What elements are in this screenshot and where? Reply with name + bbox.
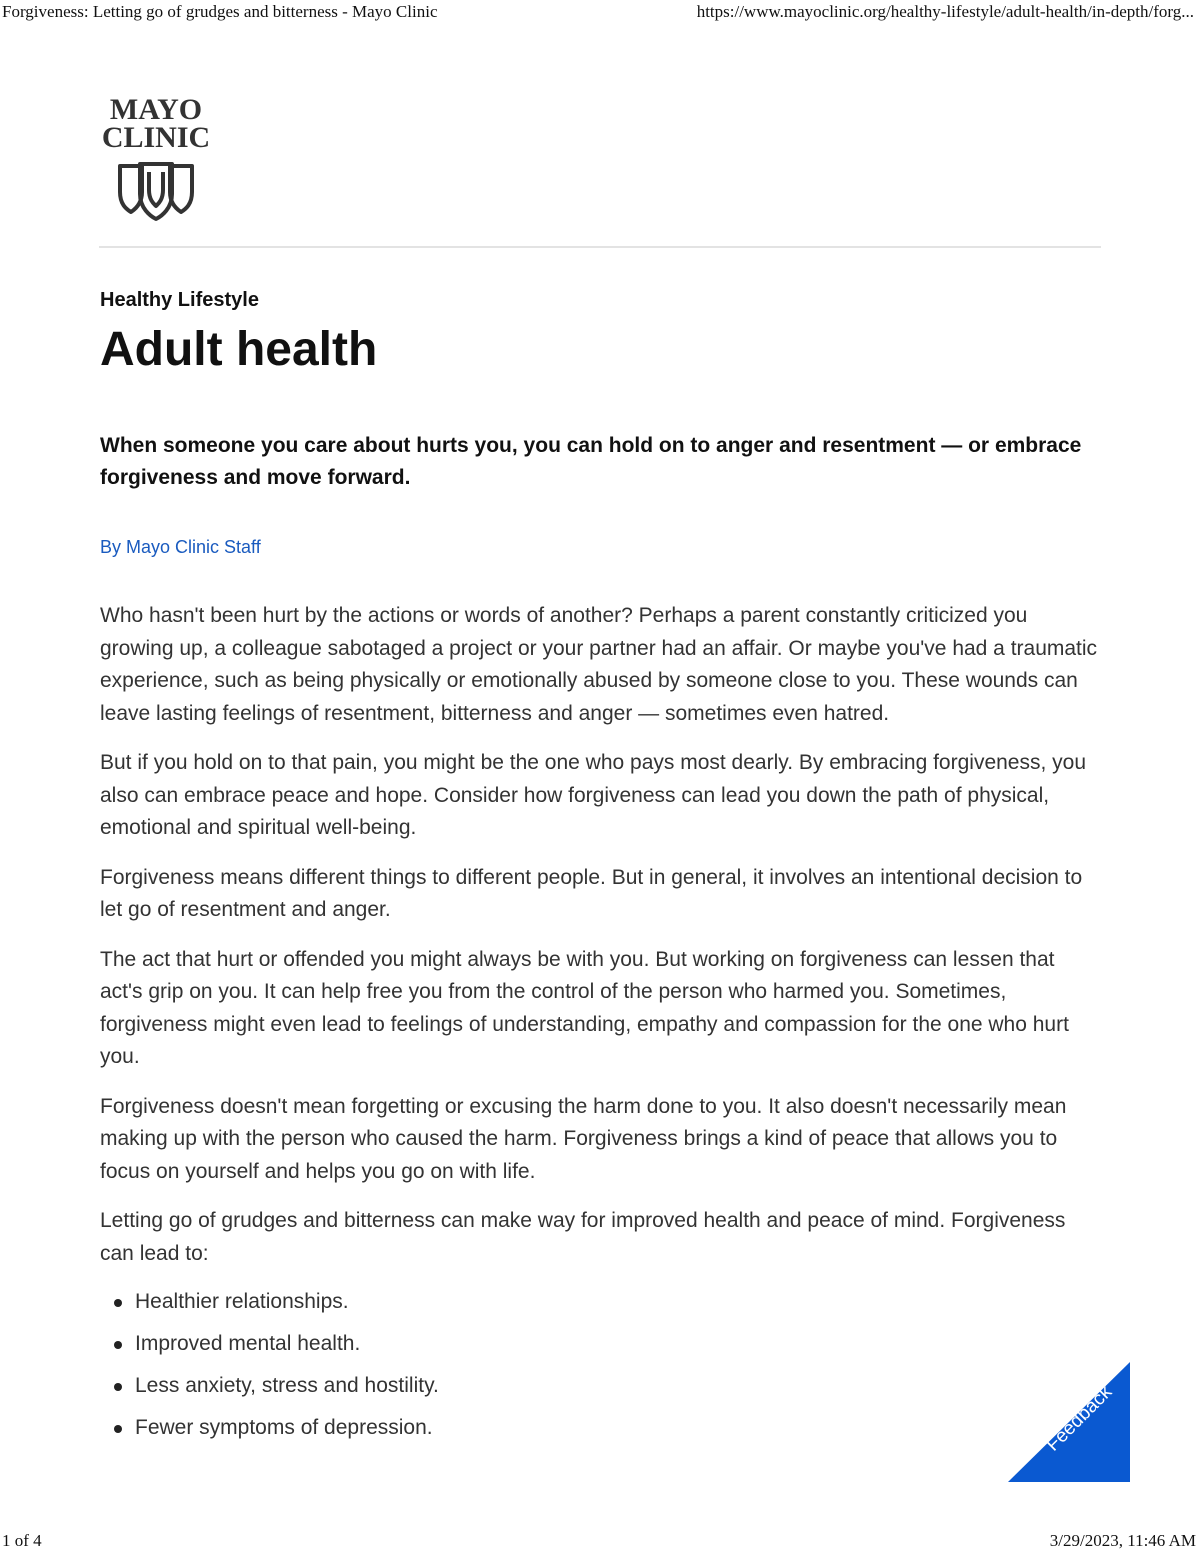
list-item-text: Improved mental health. [135, 1332, 361, 1355]
list-item-text: Fewer symptoms of depression. [135, 1416, 433, 1439]
article-paragraph: Forgiveness means different things to different people. But in general, it involves an intentional decision to let go of resentment and anger. [100, 865, 1083, 921]
list-item-text: Less anxiety, stress and hostility. [135, 1374, 439, 1397]
page-number: 1 of 4 [2, 1531, 42, 1550]
bullet-icon [114, 1341, 122, 1349]
print-page-url: https://www.mayoclinic.org/healthy-lifestyle/adult-health/in-depth/forg... [696, 2, 1194, 21]
article-paragraph: The act that hurt or offended you might always be with you. But working on forgiveness can lessen that act's grip on you. It can help free you from the control of the person who harmed you. Sometimes, forgiveness might even lead to feelings of understanding, empathy and compassion for the one who hurt you. [100, 947, 1069, 1068]
article-paragraph: Letting go of grudges and bitterness can make way for improved health and peace of mind. Forgiveness can lead to: [100, 1209, 1066, 1265]
article-summary: When someone you care about hurts you, you can hold on to anger and resentment — or embrace forgiveness and move forward. [100, 434, 1082, 489]
list-item [100, 1329, 1100, 1359]
list-item [100, 1371, 1100, 1401]
benefits-list [100, 1287, 1100, 1443]
category-label: Healthy Lifestyle [100, 289, 259, 311]
page-title: Adult health [100, 323, 378, 376]
print-header [0, 2, 1200, 24]
print-datetime: 3/29/2023, 11:46 AM [1049, 1531, 1196, 1550]
list-item [100, 1287, 1100, 1317]
bullet-icon [114, 1425, 122, 1433]
print-page-title: Forgiveness: Letting go of grudges and bitterness - Mayo Clinic [2, 2, 438, 21]
logo-line-2: CLINIC [101, 121, 211, 154]
three-shields-icon [116, 160, 196, 222]
article-paragraph: Forgiveness doesn't mean forgetting or excusing the harm done to you. It also doesn't necessarily mean making up with the person who caused the harm. Forgiveness brings a kind of peace that allows you to focus on yourself and helps you go on with life. [100, 1094, 1067, 1183]
bullet-icon [114, 1383, 122, 1391]
header-divider [99, 246, 1101, 248]
article-paragraph: Who hasn't been hurt by the actions or words of another? Perhaps a parent constantly criticized you growing up, a colleague sabotaged a project or your partner had an affair. Or maybe you've had a traumatic experience, such as being physically or emotionally abused by someone close to you. These wounds can leave lasting feelings of resentment, bitterness and anger — sometimes even hatred. [100, 604, 1098, 725]
byline-link[interactable]: By Mayo Clinic Staff [100, 537, 261, 557]
feedback-button[interactable] [1008, 1362, 1130, 1482]
article-body [100, 600, 1100, 1443]
article-paragraph: But if you hold on to that pain, you might be the one who pays most dearly. By embracing forgiveness, you also can embrace peace and hope. Consider how forgiveness can lead you down the path of physical, emotional and spiritual well-being. [100, 751, 1087, 839]
feedback-label: Feedback [1042, 1381, 1117, 1456]
list-item [100, 1413, 1100, 1443]
logo-wordmark [96, 93, 216, 154]
print-footer [0, 1529, 1200, 1551]
logo-line-1: MAYO [109, 93, 203, 126]
list-item-text: Healthier relationships. [135, 1290, 349, 1313]
mayo-clinic-logo[interactable] [96, 93, 216, 222]
bullet-icon [114, 1299, 122, 1307]
article [100, 286, 1100, 1455]
